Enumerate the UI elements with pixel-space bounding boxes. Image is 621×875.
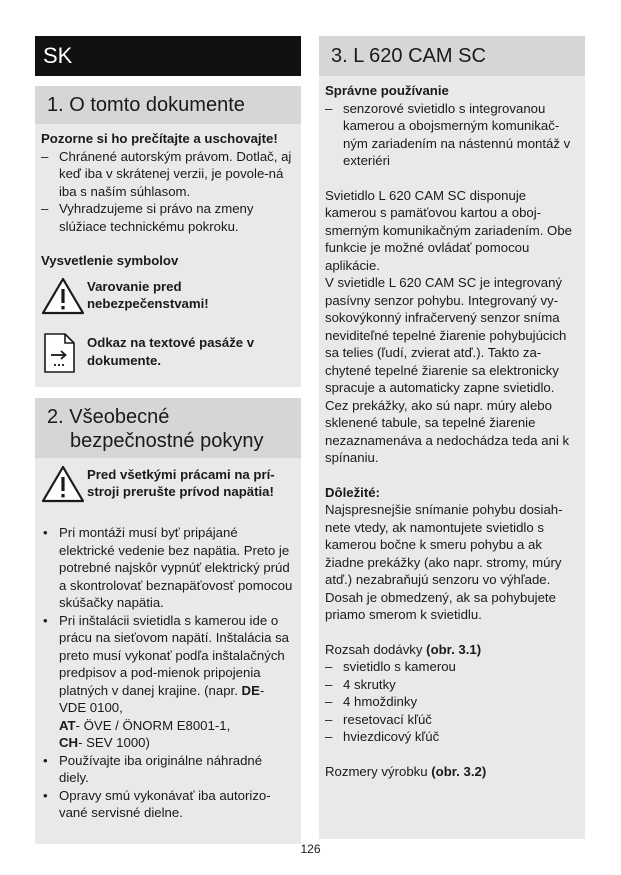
language-label: SK <box>35 36 301 76</box>
proper-use-heading: Správne používanie <box>325 83 449 98</box>
symbols-heading: Vysvetlenie symbolov <box>41 253 179 268</box>
warning-triangle-icon <box>41 464 85 504</box>
page-number: 126 <box>300 842 321 856</box>
important-text: Najspresnejšie snímanie pohybu dosiah-nete vtedy, ak namontujete svietidlo s kamerou bočne k smeru pohybu a ak žiadne prekážky (ako napr. stromy, múry atď.) nezabraňujú senzoru vo výhľade. Dosah je obmedzený, ak sa pohybujete priamo smerom k svietidlu. <box>325 502 563 622</box>
list-item: – senzorové svietidlo s integrovanou kamerou a obojsmerným komunikač-ným zariadením na nástennú montáž v exteriéri <box>325 100 579 170</box>
read-and-keep-heading: Pozorne si ho prečítajte a uschovajte! <box>41 131 278 146</box>
voltage-warning-row <box>41 464 295 509</box>
voltage-warning-text: Pred všetkými prácami na prí-stroji prerušte prívod napätia! <box>87 466 275 499</box>
section-2-title-line1: 2. Všeobecné <box>47 405 170 428</box>
document-reference-icon <box>41 332 77 374</box>
list-item: – hviezdicový kľúč <box>325 728 579 746</box>
norm-code-at: AT <box>59 717 76 733</box>
dims-label: Rozmery výrobku <box>325 763 428 779</box>
scope-of-delivery-heading <box>325 641 579 659</box>
list-item: – Vyhradzujeme si právo na zmeny slúžiace technickému pokroku. <box>41 200 295 235</box>
symbol-reference-text: Odkaz na textové pasáže v dokumente. <box>87 335 255 368</box>
list-item: – Chránené autorským právom. Dotlač, aj keď iba v skrátenej verzii, je povole-ná iba s naším súhlasom. <box>41 148 295 201</box>
right-column <box>319 36 585 839</box>
list-item: • Opravy smú vykonávať iba autorizo-vané servisné dielne. <box>41 787 295 822</box>
section-3-title: 3. L 620 CAM SC <box>319 36 585 76</box>
section-2-title-line2: bezpečnostné pokyny <box>70 429 264 452</box>
section-safety-instructions <box>35 398 301 844</box>
norm-at: - ÖVE / ÖNORM E8001-1, <box>75 717 231 733</box>
symbol-reference-row <box>41 332 295 379</box>
list-item: – 4 hmoždinky <box>325 693 579 711</box>
symbol-warning-text: Varovanie pred nebezpečenstvami! <box>87 278 209 311</box>
list-item <box>41 612 295 752</box>
list-item: • Používajte iba originálne náhradné diely. <box>41 752 295 787</box>
norm-de: - VDE 0100, <box>59 682 265 715</box>
product-dimensions-heading <box>325 763 579 781</box>
norm-code-de: DE <box>241 682 260 698</box>
list-item: – 4 skrutky <box>325 676 579 694</box>
list-item: – svietidlo s kamerou <box>325 658 579 676</box>
list-item: • Pri montáži musí byť pripájané elektrické vedenie bez napätia. Preto je potrebné najskôr vypnúť elektrický prúd a skontrolovať beznapäťovosť pomocou skúšačky napätia. <box>41 524 295 612</box>
symbol-warning-row <box>41 276 295 321</box>
description-paragraph-1: Svietidlo L 620 CAM SC disponuje kamerou s pamäťovou kartou a oboj-smerným komunikačným zariadením. Obe funkcie je možné ovládať pomocou aplikácie. <box>325 187 572 273</box>
figure-reference: (obr. 3.2) <box>431 763 487 779</box>
section-about-document <box>35 86 301 387</box>
warning-triangle-icon <box>41 276 85 316</box>
section-2-title <box>35 398 301 458</box>
norm-code-ch: CH <box>59 735 79 750</box>
figure-reference: (obr. 3.1) <box>426 641 482 657</box>
description-paragraph-2: V svietidle L 620 CAM SC je integrovaný pasívny senzor pohybu. Integrovaný vy-sokovýkonný infračervený senzor sníma neviditeľné tepelné žiarenie pohybujúcich sa telies (ľudí, zvierat atď.). Takto za-chytené tepelné žiarenie sa elektronicky spracuje a automaticky zapne svietidlo. Cez prekážky, ako sú napr. múry alebo sklenené tabule, sa tepelné žiarenie nezaznamenáva a nedochádza teda ani k spínaniu. <box>325 275 570 465</box>
left-column <box>35 36 301 844</box>
install-text: Pri inštalácii svietidla s kamerou ide o prácu na sieťovom napätí. Inštalácia sa preto musí vykonať podľa inštalačných predpisov a pod-mienok pripojenia platných v danej krajine. (napr. <box>59 612 289 698</box>
section-1-title: 1. O tomto dokumente <box>35 86 301 124</box>
scope-label: Rozsah dodávky <box>325 641 423 657</box>
important-heading: Dôležité: <box>325 484 380 500</box>
list-item: – resetovací kľúč <box>325 711 579 729</box>
norm-ch: - SEV 1000) <box>78 735 150 750</box>
